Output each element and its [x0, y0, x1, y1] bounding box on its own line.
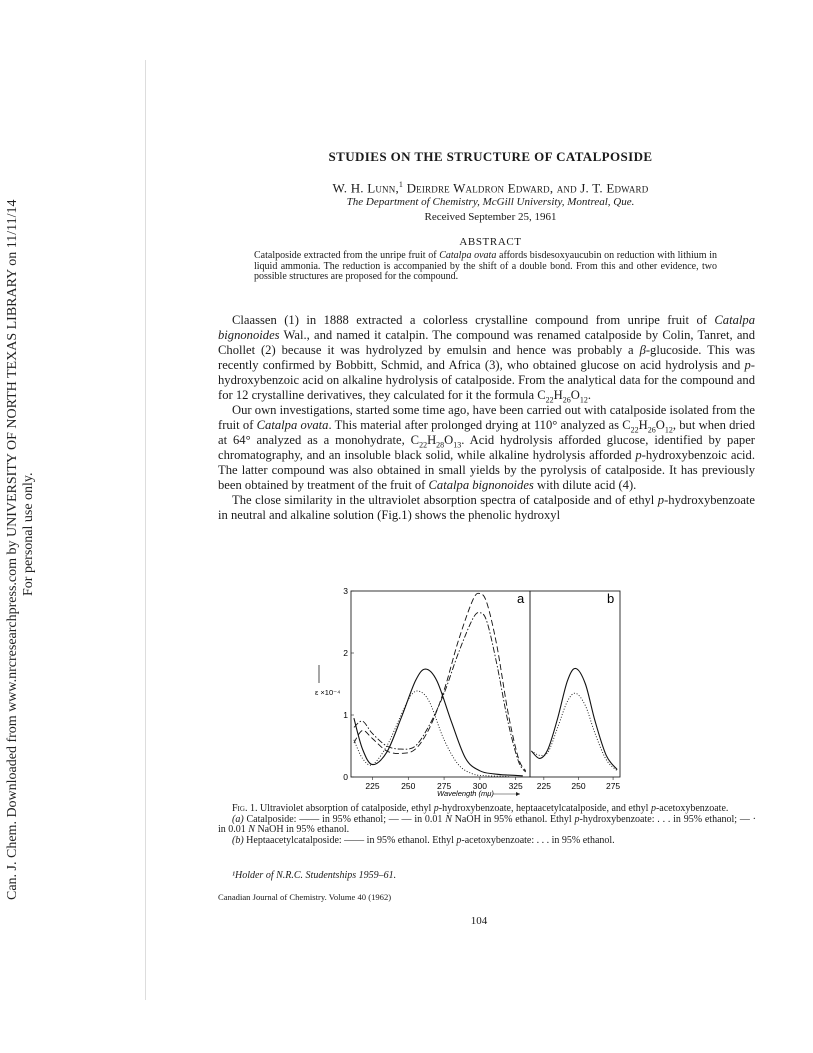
author-conjunction: and — [556, 180, 577, 196]
caption-run: Ultraviolet absorption of catalposide, ethyl — [257, 803, 434, 814]
y-tick-label: 1 — [343, 710, 348, 720]
text-run: O — [655, 418, 665, 432]
italic-run: p — [744, 358, 751, 372]
text-run: The close similarity in the ultraviolet absorption spectra of catalposide and of ethyl — [232, 493, 658, 507]
text-run: -glucoside. This was recently confirmed by Bobbitt, Schmid, and Africa (3), who obtained glucose on acid hydrolysis and — [218, 343, 756, 372]
subscript: 22 — [630, 425, 639, 435]
author-1-surname: Lunn, — [367, 180, 399, 196]
abstract-heading: ABSTRACT — [459, 236, 522, 248]
caption-italic: p — [574, 813, 580, 825]
text-run: O — [444, 433, 454, 447]
author-2: Deirdre Waldron Edward, — [406, 180, 554, 196]
subscript: 12 — [579, 395, 588, 405]
subscript: 22 — [545, 395, 554, 405]
spectrum-curve-a-solid — [354, 669, 523, 776]
x-tick-label-a: 325 — [508, 781, 523, 791]
subscript: 26 — [647, 425, 656, 435]
text-run: -hydroxybenzoic acid on alkaline hydrolysis of catalposide. From the analytical data for the compound and for 12 crystalline derivatives, they calculated for it the formula C — [218, 358, 755, 402]
text-run: Wal., and named it catalpin. The compound was renamed catalposide by Colin, Tanret, and Chollet (2) because it was hydrolyzed by emulsin and hence was probably a — [218, 328, 755, 357]
author-3-surname: Edward — [606, 180, 649, 196]
author-1-footnote-mark: 1 — [398, 180, 404, 189]
x-tick-label-b: 275 — [605, 781, 621, 791]
italic-run: p — [635, 448, 642, 462]
text-run: . This material after prolonged drying at 110° analyzed as C — [328, 418, 631, 432]
text-run: Our own investigations, started some time ago, have been carried out with catalposide isolated from the fruit of — [218, 403, 755, 432]
figure-caption — [218, 804, 756, 846]
abstract-part: affords bisdesoxyaucubin on reduction with lithium in liquid ammonia. The reduction is accompanied by the shift of a double bond. From this and other evidence, two possible structures are proposed for the compound. — [254, 250, 717, 282]
journal-citation: Canadian Journal of Chemistry. Volume 40 (1962) — [218, 892, 392, 902]
caption-italic: p — [456, 834, 462, 846]
abstract-italic: Catalpa ovata — [439, 250, 497, 261]
subscript: 12 — [664, 425, 673, 435]
text-run: H — [638, 418, 648, 432]
panel-b-label: b — [607, 591, 615, 606]
italic-run: Catalpa bignonoides — [218, 313, 755, 342]
text-run: Claassen (1) in 1888 extracted a colorless crystalline compound from unripe fruit of — [232, 313, 715, 327]
italic-run: β — [639, 343, 646, 357]
panel-b-border — [530, 591, 620, 777]
paragraph-3 — [218, 493, 755, 523]
x-tick-label-a: 275 — [436, 781, 452, 791]
affiliation: The Department of Chemistry, McGill University, Montreal, Que. — [346, 196, 635, 208]
caption-italic: p — [650, 803, 656, 814]
watermark-line-1: Can. J. Chem. Downloaded from www.nrcresearchpress.com by UNIVERSITY OF NORTH TEXAS LIBRARY on 11/11/14 — [5, 199, 20, 900]
italic-run: p — [657, 493, 665, 507]
x-tick-label-b: 250 — [571, 781, 586, 791]
abstract-text — [254, 251, 717, 283]
download-watermark — [2, 160, 42, 920]
caption-run: -acetoxybenzoate. — [655, 803, 729, 814]
uv-spectrum-chart — [315, 583, 625, 803]
author-3-initials: J. T. — [580, 180, 607, 196]
text-run: , but when dried at 64° analyzed as a monohydrate, C — [218, 418, 755, 447]
text-run: H — [553, 388, 563, 402]
y-axis-label: ε ×10⁻⁴ — [315, 688, 341, 697]
italic-run: Catalpa ovata — [256, 418, 329, 432]
text-run: . — [587, 388, 592, 402]
page-number: 104 — [470, 915, 488, 927]
article-title: STUDIES ON THE STRUCTURE OF CATALPOSIDE — [328, 149, 653, 164]
text-run: -hydroxybenzoic acid. The latter compound was also obtained in small yields by the pyrolysis of catalposide. It has previously been obtained by treatment of the fruit of — [218, 448, 755, 492]
author-list — [218, 180, 763, 196]
panel-b-frame — [530, 591, 620, 791]
y-tick-label: 3 — [343, 586, 348, 596]
watermark-line-2: For personal use only. — [21, 472, 36, 596]
text-run: O — [570, 388, 580, 402]
x-tick-label-a: 300 — [472, 781, 487, 791]
abstract-part: Catalposide extracted from the unripe fruit of — [254, 250, 440, 261]
italic-run: Catalpa bignonoides — [428, 478, 534, 492]
body-text — [218, 313, 755, 523]
caption-run: NaOH in 95% ethanol. Ethyl — [451, 813, 575, 825]
caption-part-a — [218, 815, 756, 836]
author-footnote: ¹Holder of N.R.C. Studentships 1959–61. — [232, 870, 397, 881]
caption-run: -acetoxybenzoate: . . . in 95% ethanol. — [461, 834, 615, 846]
text-run: -hydroxybenzoate in neutral and alkaline solution (Fig.1) shows the phenolic hydroxyl — [218, 493, 755, 522]
author-1-initials: W. H. — [332, 180, 368, 196]
text-run: with dilute acid (4). — [533, 478, 637, 492]
caption-run: NaOH in 95% ethanol. — [254, 824, 350, 835]
caption-italic: (a) — [232, 813, 244, 825]
x-tick-label-b: 225 — [536, 781, 551, 791]
spectrum-curve-b-dotted — [531, 693, 617, 771]
text-run: . Acid hydrolysis afforded glucose, identified by paper chromatography, and an insoluble black solid, while alkaline hydrolysis afforded — [218, 433, 755, 462]
x-axis-arrowhead — [516, 792, 520, 796]
x-tick-label-a: 250 — [401, 781, 416, 791]
paragraph-1 — [218, 313, 755, 403]
caption-run: Heptaacetylcatalposide: —— in 95% ethanol. Ethyl — [243, 834, 457, 846]
panel-a-frame — [343, 586, 530, 791]
scan-edge-line — [145, 60, 146, 1000]
caption-run: -hydroxybenzoate, heptaacetylcatalposide, and ethyl — [438, 803, 651, 814]
y-tick-label: 2 — [343, 648, 348, 658]
spectrum-curve-a-dash-dot — [354, 613, 526, 772]
figure-1 — [315, 583, 625, 803]
subscript: 26 — [562, 395, 571, 405]
caption-italic: N — [248, 824, 255, 835]
caption-italic: (b) — [232, 834, 244, 846]
spectrum-curve-b-solid — [531, 668, 617, 769]
caption-run: Catalposide: —— in 95% ethanol; — — in 0.01 — [243, 813, 446, 825]
panel-a-label: a — [517, 591, 525, 606]
x-axis-label: Wavelength (mμ) — [437, 789, 494, 798]
figure-label: Fig. 1. — [232, 803, 258, 814]
subscript: 28 — [436, 440, 445, 450]
caption-run: -hydroxybenzoate: . . . in 95% ethanol; — · in 0.01 — [218, 813, 756, 835]
spectrum-curves — [354, 593, 617, 776]
subscript: 22 — [419, 440, 428, 450]
text-run: H — [427, 433, 437, 447]
received-date: Received September 25, 1961 — [424, 211, 557, 223]
caption-italic: N — [445, 813, 452, 825]
subscript: 13 — [453, 440, 462, 450]
y-tick-label: 0 — [343, 772, 348, 782]
paragraph-2 — [218, 403, 755, 493]
x-tick-label-a: 225 — [365, 781, 380, 791]
caption-italic: p — [433, 803, 439, 814]
caption-part-b — [218, 836, 756, 847]
